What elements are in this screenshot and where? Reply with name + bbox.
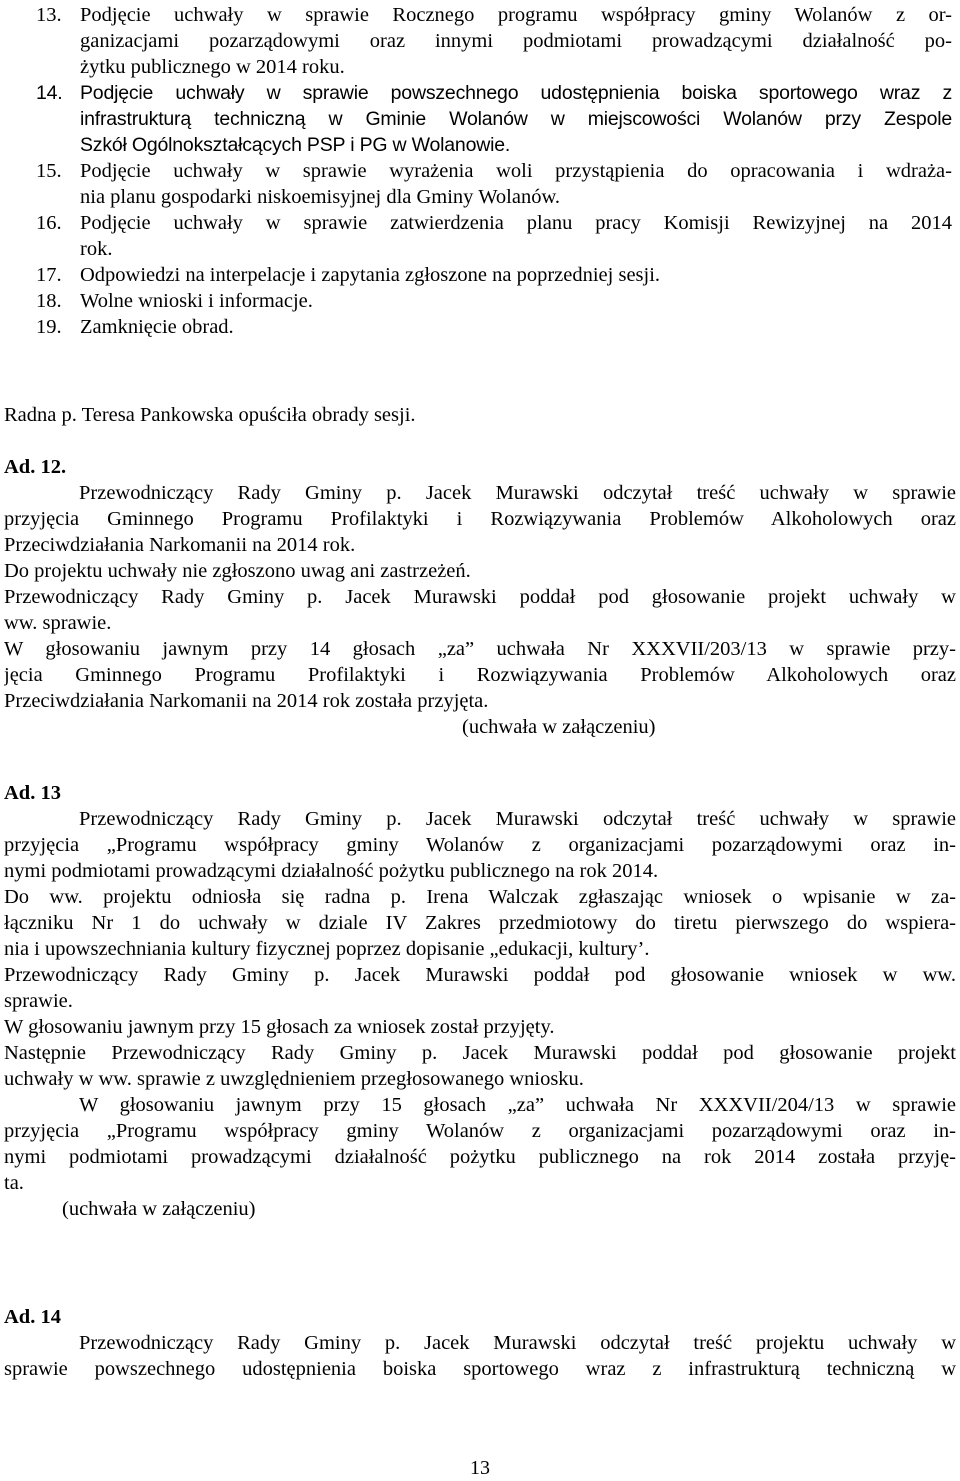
agenda-item-16 (8, 210, 952, 262)
paragraph-line: ww. sprawie. (4, 612, 112, 634)
paragraph-line: Przewodniczący Rady Gminy p. Jacek Murawski poddał pod głosowanie projekt uchwały w (4, 586, 956, 608)
agenda-item-number: 17. (36, 264, 62, 286)
agenda-item-text: Podjęcie uchwały w sprawie Rocznego programu współpracy gminy Wolanów z or- (80, 4, 952, 26)
agenda-item-text: Podjęcie uchwały w sprawie powszechnego udostępnienia boiska sportowego wraz z (80, 82, 952, 104)
note-radna (4, 402, 956, 428)
agenda-item-number: 18. (36, 290, 62, 312)
paragraph-line: Przewodniczący Rady Gminy p. Jacek Murawski odczytał treść uchwały w sprawie (79, 808, 956, 830)
section-ad-14 (4, 1304, 956, 1382)
agenda-item-text: Podjęcie uchwały w sprawie wyrażenia woli przystąpienia do opracowania i wdraża- (80, 160, 952, 182)
agenda-item-text: Szkół Ogólnokształcących PSP i PG w Wolanowie. (80, 134, 511, 156)
agenda-item-text: infrastrukturą techniczną w Gminie Wolanów w miejscowości Wolanów przy Zespole (80, 108, 952, 130)
agenda-item-text: Wolne wnioski i informacje. (80, 290, 313, 312)
agenda-item-15 (8, 158, 952, 210)
agenda-item-text: Podjęcie uchwały w sprawie zatwierdzenia planu pracy Komisji Rewizyjnej na 2014 (80, 212, 952, 234)
paragraph-line: Przewodniczący Rady Gminy p. Jacek Murawski odczytał treść uchwały w sprawie (79, 482, 956, 504)
agenda-item-text: ganizacjami pozarządowymi oraz innymi podmiotami prowadzącymi działalność po- (80, 30, 952, 52)
paragraph-line: Do projektu uchwały nie zgłoszono uwag ani zastrzeżeń. (4, 560, 471, 582)
paragraph-line: Do ww. projektu odniosła się radna p. Irena Walczak zgłaszając wniosek o wpisanie w za- (4, 886, 956, 908)
paragraph-line: przyjęcia „Programu współpracy gminy Wolanów z organizacjami pozarządowymi oraz in- (4, 834, 956, 856)
paragraph-line: Następnie Przewodniczący Rady Gminy p. Jacek Murawski poddał pod głosowanie projekt (4, 1042, 956, 1064)
section-heading: Ad. 14 (4, 1306, 61, 1328)
paragraph-line: jęcia Gminnego Programu Profilaktyki i Rozwiązywania Problemów Alkoholowych oraz (4, 664, 956, 686)
agenda-item-number: 13. (36, 4, 62, 26)
paragraph-line: nia i upowszechniania kultury fizycznej poprzez dopisanie „edukacji, kultury’. (4, 938, 650, 960)
paragraph-line: Przeciwdziałania Narkomanii na 2014 rok. (4, 534, 356, 556)
paragraph-line: W głosowaniu jawnym przy 15 głosach „za” uchwała Nr XXXVII/204/13 w sprawie (79, 1094, 956, 1116)
section-heading: Ad. 13 (4, 782, 61, 804)
agenda-item-number: 14. (36, 82, 63, 104)
agenda-item-18 (8, 288, 952, 314)
paragraph-line: uchwały w ww. sprawie z uwzględnieniem przegłosowanego wniosku. (4, 1068, 584, 1090)
paragraph-line: ta. (4, 1172, 24, 1194)
paragraph-line: Radna p. Teresa Pankowska opuściła obrady sesji. (4, 404, 416, 426)
agenda-item-19 (8, 314, 952, 340)
paragraph-line: Przeciwdziałania Narkomanii na 2014 rok została przyjęta. (4, 690, 489, 712)
agenda-item-number: 15. (36, 160, 62, 182)
paragraph-line: nymi podmiotami prowadzącymi działalność pożytku publicznego na rok 2014. (4, 860, 659, 882)
section-heading: Ad. 12. (4, 456, 67, 478)
agenda-item-text: rok. (80, 238, 113, 260)
agenda-item-13 (8, 2, 952, 80)
paragraph-line: sprawie powszechnego udostępnienia boiska sportowego wraz z infrastrukturą techniczną w (4, 1358, 956, 1380)
paragraph-line: przyjęcia Gminnego Programu Profilaktyki i Rozwiązywania Problemów Alkoholowych oraz (4, 508, 956, 530)
agenda-item-text: Zamknięcie obrad. (80, 316, 234, 338)
paragraph-line: nymi podmiotami prowadzącymi działalność pożytku publicznego na rok 2014 została przyję- (4, 1146, 956, 1168)
agenda-item-number: 16. (36, 212, 62, 234)
attachment-note: (uchwała w załączeniu) (462, 716, 656, 738)
paragraph-line: Przewodniczący Rady Gminy p. Jacek Murawski poddał pod głosowanie wniosek w ww. (4, 964, 956, 986)
page-number: 13 (470, 1457, 490, 1479)
paragraph-line: W głosowaniu jawnym przy 15 głosach za wniosek został przyjęty. (4, 1016, 555, 1038)
agenda-item-17 (8, 262, 952, 288)
section-ad-12 (4, 454, 956, 740)
paragraph-line: łączniku Nr 1 do uchwały w dziale IV Zakres przedmiotowy do tiretu pierwszego do wspiera- (4, 912, 956, 934)
agenda-item-text: żytku publicznego w 2014 roku. (80, 56, 345, 78)
agenda-item-text: nia planu gospodarki niskoemisyjnej dla Gminy Wolanów. (80, 186, 561, 208)
paragraph-line: W głosowaniu jawnym przy 14 głosach „za” uchwała Nr XXXVII/203/13 w sprawie przy- (4, 638, 956, 660)
agenda-list (8, 2, 952, 340)
attachment-note: (uchwała w załączeniu) (62, 1198, 256, 1220)
paragraph-line: sprawie. (4, 990, 73, 1012)
agenda-item-14 (8, 80, 952, 158)
paragraph-line: przyjęcia „Programu współpracy gminy Wolanów z organizacjami pozarządowymi oraz in- (4, 1120, 956, 1142)
paragraph-line: Przewodniczący Rady Gminy p. Jacek Murawski odczytał treść projektu uchwały w (79, 1332, 956, 1354)
section-ad-13 (4, 780, 956, 1222)
agenda-item-text: Odpowiedzi na interpelacje i zapytania zgłoszone na poprzedniej sesji. (80, 264, 661, 286)
agenda-item-number: 19. (36, 316, 62, 338)
